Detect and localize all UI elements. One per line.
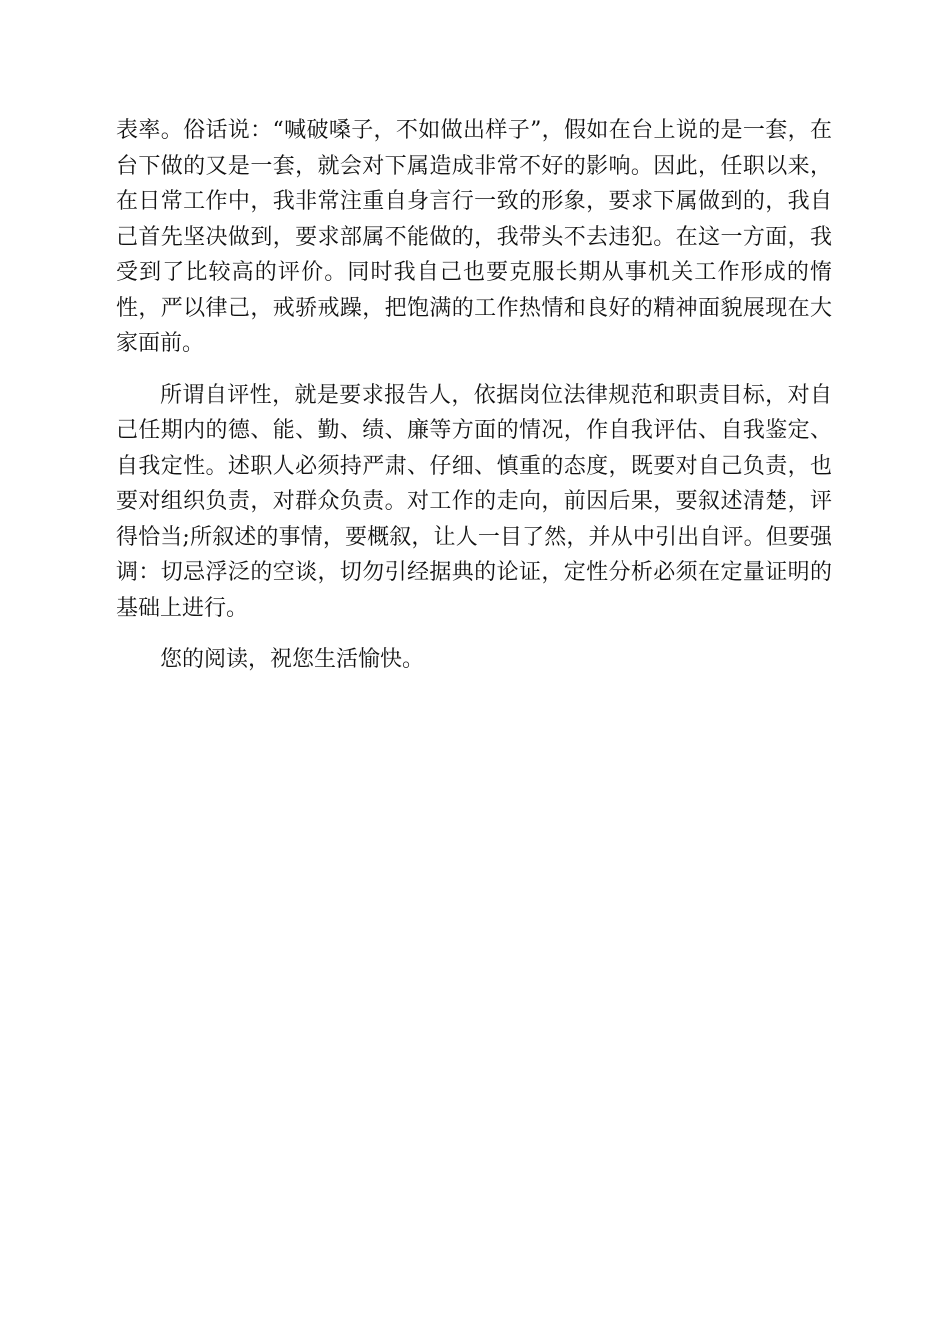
paragraph-self-evaluation: 所谓自评性，就是要求报告人，依据岗位法律规范和职责目标，对自己任期内的德、能、勤、绩、廉等方面的情况，作自我评估、自我鉴定、自我定性。述职人必须持严肃、仔细、慎重的态度，既要对自己负责，也要对组织负责，对群众负责。对工作的走向，前因后果，要叙述清楚，评得恰当;所叙述的事情，要概叙，让人一目了然，并从中引出自评。但要强调：切忌浮泛的空谈，切勿引经据典的论证，定性分析必须在定量证明的基础上进行。 [116, 382, 832, 621]
paragraph-continuation: 表率。俗话说：“喊破嗓子，不如做出样子”，假如在台上说的是一套，在台下做的又是一套，就会对下属造成非常不好的影响。因此，任职以来，在日常工作中，我非常注重自身言行一致的形象，要求下属做到的，我自己首先坚决做到，要求部属不能做的，我带头不去违犯。在这一方面，我受到了比较高的评价。同时我自己也要克服长期从事机关工作形成的惰性，严以律己，戒骄戒躁，把饱满的工作热情和良好的精神面貌展现在大家面前。 [116, 118, 832, 356]
paragraph-closing: 您的阅读，祝您生活愉快。 [160, 647, 425, 672]
document-body [116, 113, 832, 678]
